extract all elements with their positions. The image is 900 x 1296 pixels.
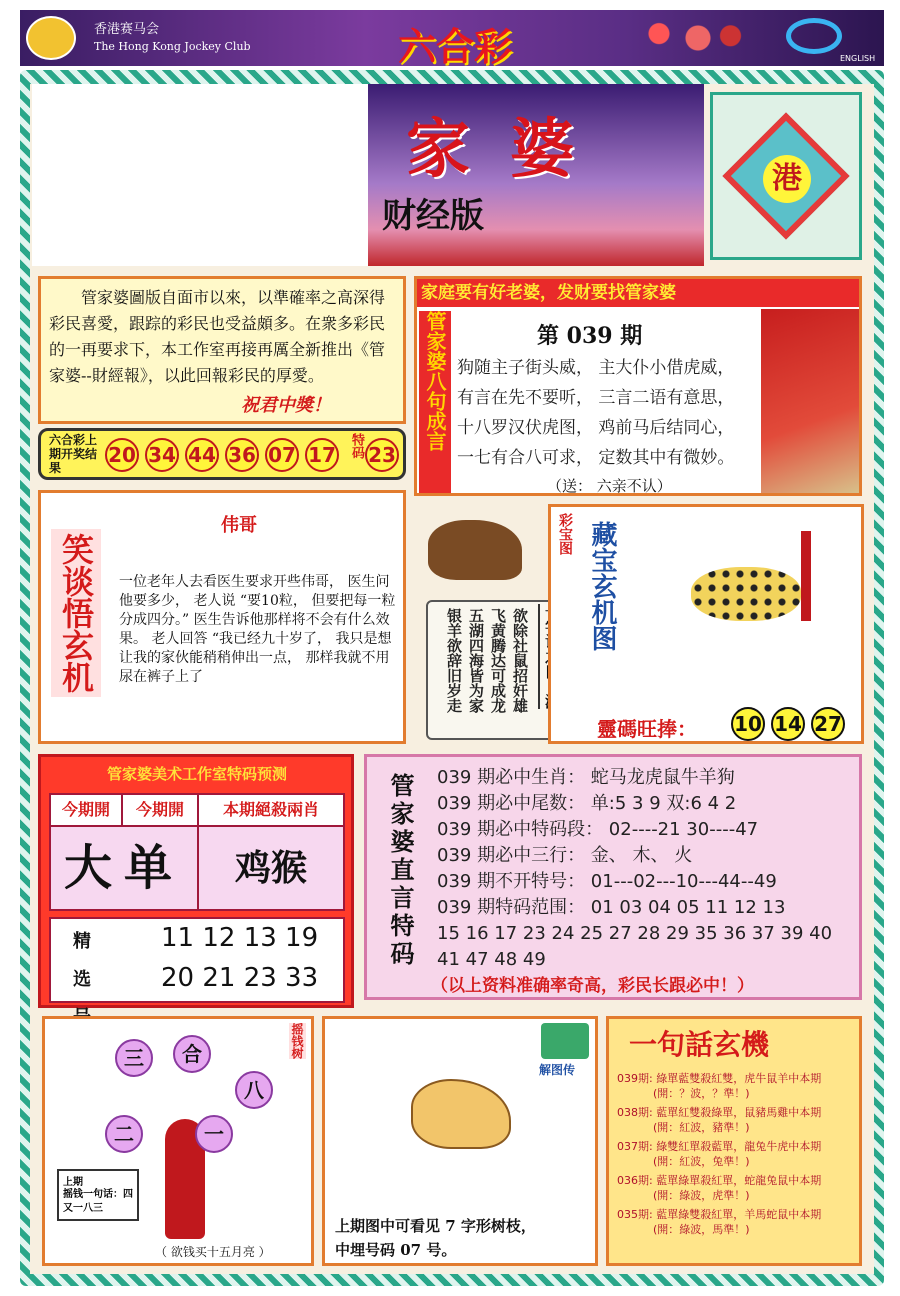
forecast-header: 本期絕殺兩肖 — [197, 793, 345, 827]
treasure-box — [548, 504, 864, 744]
money-tree-caption: （ 欲钱买十五月亮 ） — [155, 1245, 271, 1259]
forecast-box — [38, 754, 354, 1008]
forecast-header: 今期開 — [121, 793, 199, 827]
prediction-line: 15 16 17 23 24 25 27 28 29 35 36 37 39 40 — [437, 923, 833, 944]
special-label: 特码 — [349, 433, 364, 459]
joke-box — [38, 490, 406, 744]
result-ball: 17 — [305, 438, 339, 472]
scroll-col: 飞黄腾达可成龙 — [489, 608, 507, 713]
riddle-text-2: 中埋号码 07 号。 — [335, 1241, 457, 1259]
scroll-col: 银羊欲辞旧岁走 — [445, 608, 463, 713]
mark-six-logo — [786, 18, 842, 54]
results-balls — [105, 438, 339, 472]
treasure-badge: 彩宝图 — [557, 513, 573, 555]
one-line-item — [617, 1139, 861, 1169]
one-line-issue: 035期: — [617, 1208, 653, 1221]
tree-fruit: 合 — [173, 1035, 211, 1073]
one-line-item — [617, 1071, 861, 1101]
prediction-line: 039 期必中特码段： 02----21 30----47 — [437, 819, 759, 840]
poem-line: 十八罗汉伏虎图， 鸡前马后结同心， — [457, 418, 735, 438]
poem-side-title: 管家婆八句成言 — [419, 311, 451, 493]
forecast-grid — [49, 793, 345, 911]
one-line-issue: 036期: — [617, 1174, 653, 1187]
poem-panel — [414, 276, 862, 496]
picks-row: 11 12 13 19 — [161, 923, 319, 953]
dog-sketch-icon — [411, 1079, 511, 1149]
result-ball: 44 — [185, 438, 219, 472]
racing-horse-icon — [428, 520, 522, 580]
one-line-result: (開：綠波，虎準！) — [653, 1189, 750, 1202]
joke-side-title: 笑谈悟玄机 — [51, 529, 101, 697]
result-ball: 20 — [105, 438, 139, 472]
tree-fruit: 八 — [235, 1071, 273, 1109]
result-ball: 36 — [225, 438, 259, 472]
money-tree-tag: 摇钱树 — [290, 1023, 304, 1059]
org-name-cn: 香港赛马会 — [94, 22, 160, 37]
prev-label: 上期 — [63, 1177, 83, 1188]
prev-text: 摇钱一句话：四又一八三 — [63, 1189, 133, 1214]
lantern-emblem — [710, 92, 862, 260]
one-line-result: (開：紅波，兔準！) — [653, 1155, 750, 1168]
poem-line: 有言在先不要听， 三言二语有意思， — [457, 388, 735, 408]
intro-text: 管家婆圖版自面市以來，以準確率之高深得彩民喜愛，跟踪的彩民也受益頗多。在衆多彩民的一再要求下，本工作室再接再厲全新推出《管家婆--財經報》，以此回報彩民的厚愛。 — [49, 288, 386, 385]
forecast-big: 大单 — [49, 825, 199, 911]
prediction-line: 039 期特码范围： 01 03 04 05 11 12 13 — [437, 897, 786, 918]
prediction-line: 039 期必中三行： 金、 木、 火 — [437, 845, 693, 866]
picks-grid — [49, 917, 345, 1003]
riddle-badge: 解图传 — [539, 1063, 576, 1077]
one-line-result: (開：？波，？準！) — [653, 1087, 750, 1100]
poem-line: 一七有合八可求， 定数其中有微妙。 — [457, 448, 735, 468]
tree-fruit: 二 — [105, 1115, 143, 1153]
one-line-text: 藍單綠單殺紅單，蛇龍兔鼠中本期 — [656, 1174, 822, 1187]
header-bar — [20, 10, 884, 69]
prediction-line: 039 期必中尾数： 单:5 3 9 双:6 4 2 — [437, 793, 737, 814]
money-tree-box — [42, 1016, 314, 1266]
one-line-text: 綠單藍雙殺紅雙，虎牛鼠羊中本期 — [656, 1072, 822, 1085]
bride-image — [761, 309, 859, 493]
prediction-line: 41 47 48 49 — [437, 949, 546, 970]
predictions-footer: （以上资料准确率奇高，彩民长跟必中！） — [431, 976, 754, 996]
poem-banner: 家庭要有好老婆，发财要找管家婆 — [417, 279, 859, 307]
results-label: 六合彩上期开奖结果 — [49, 433, 98, 475]
intro-wish: 祝君中獎！ — [241, 395, 331, 416]
riddle-box — [322, 1016, 598, 1266]
predictions-lines — [437, 765, 857, 973]
hot-label: 靈碼旺捧： — [597, 717, 697, 741]
tree-fruit: 三 — [115, 1039, 153, 1077]
forecast-kill: 鸡猴 — [197, 825, 345, 911]
poem-lines — [457, 353, 757, 473]
picks-label: 精选 — [73, 931, 105, 990]
poem-note: （送： 六亲不认） — [547, 477, 672, 495]
horse-icon — [620, 16, 750, 60]
one-line-item — [617, 1207, 861, 1237]
poem-issue: 第 039 期 — [537, 323, 643, 349]
intro-box — [38, 276, 406, 424]
result-ball: 34 — [145, 438, 179, 472]
jockey-club-logo — [26, 16, 76, 60]
hot-numbers — [731, 707, 845, 741]
picks-row: 20 21 23 33 — [161, 963, 319, 993]
one-line-title: 一句話玄機 — [629, 1028, 770, 1061]
banner-subtitle: 财经版 — [382, 196, 484, 236]
one-line-text: 綠雙紅單殺藍單，龍兔牛虎中本期 — [656, 1140, 822, 1153]
forecast-title: 管家婆美术工作室特码预测 — [106, 765, 287, 783]
leopard-icon — [691, 567, 801, 621]
page-title: 六合彩 — [398, 24, 513, 69]
one-line-item — [617, 1173, 861, 1203]
one-line-result: (開：紅波，豬準！) — [653, 1121, 750, 1134]
one-line-issue: 039期: — [617, 1072, 653, 1085]
one-line-text: 藍單紅雙殺綠單，鼠豬馬雞中本期 — [656, 1106, 822, 1119]
results-box — [38, 428, 406, 480]
prev-money-box — [57, 1169, 139, 1221]
hot-number: 10 — [731, 707, 765, 741]
poem-line: 狗随主子街头威， 主大仆小借虎威， — [457, 358, 735, 378]
one-line-box — [606, 1016, 862, 1266]
riddle-badge-icon — [541, 1023, 589, 1059]
result-ball: 07 — [265, 438, 299, 472]
one-line-issue: 038期: — [617, 1106, 653, 1119]
one-line-list — [617, 1071, 861, 1241]
hot-number: 27 — [811, 707, 845, 741]
banner-blank — [32, 84, 368, 266]
prediction-line: 039 期不开特号： 01---02---10---44--49 — [437, 871, 777, 892]
emblem-char: 港 — [763, 155, 811, 203]
riddle-text-1: 上期图中可看见 7 字形树枝， — [335, 1217, 536, 1235]
one-line-result: (開：綠波，馬準！) — [653, 1223, 750, 1236]
english-link[interactable]: ENGLISH — [840, 54, 876, 63]
one-line-text: 藍單綠雙殺紅單，羊馬蛇鼠中本期 — [656, 1208, 822, 1221]
org-name-en: The Hong Kong Jockey Club — [94, 40, 251, 53]
joke-title: 伟哥 — [221, 515, 257, 536]
pillar-icon — [801, 531, 811, 621]
banner-image — [368, 84, 704, 266]
predictions-side-title: 管家婆直言特码 — [386, 773, 415, 969]
scroll-col: 欲除社鼠招奸雄 — [511, 608, 529, 713]
joke-text: 一位老年人去看医生要求开些伟哥， 医生问他要多少， 老人说 “要10粒， 但要把每一粒分成四分。” 医生告诉他那样将不会有什么效果。 老人回答 “我已经九十岁了， 我只是想让我的家伙能稍稍伸出一点， 那样我就不用尿在裤子上了 — [119, 574, 396, 685]
predictions-box — [364, 754, 862, 1000]
forecast-header: 今期開 — [49, 793, 123, 827]
scroll-col: 五湖四海皆为家 — [467, 608, 485, 713]
hot-number: 14 — [771, 707, 805, 741]
tree-fruit: 一 — [195, 1115, 233, 1153]
banner-title: 家婆 — [406, 112, 614, 187]
treasure-title: 藏宝玄机图 — [587, 521, 617, 651]
prediction-line: 039 期必中生肖： 蛇马龙虎鼠牛羊狗 — [437, 767, 735, 788]
one-line-item — [617, 1105, 861, 1135]
special-ball: 23 — [365, 438, 399, 472]
one-line-issue: 037期: — [617, 1140, 653, 1153]
